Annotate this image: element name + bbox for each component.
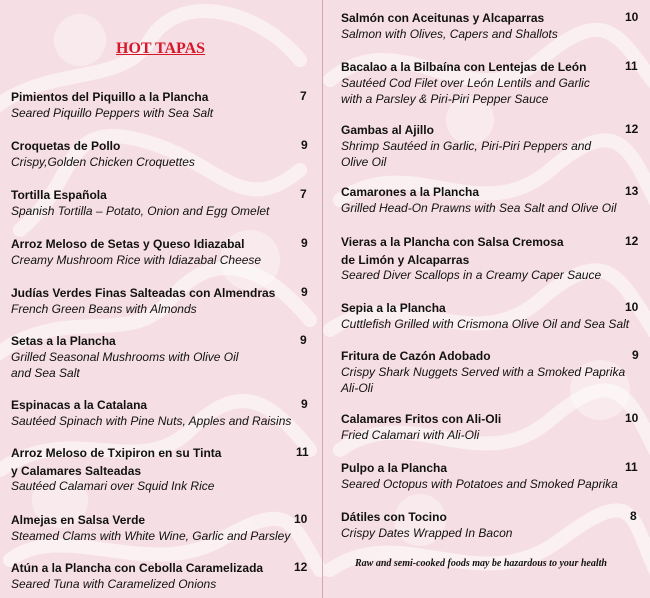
menu-item [341,459,641,492]
menu-item-price: 12 [294,560,308,574]
menu-item [11,137,311,170]
menu-item-name: Pimientos del Piquillo a la Plancha [11,90,209,104]
menu-item-name: Arroz Meloso de Setas y Queso Idiazabal [11,237,245,251]
menu-item [11,186,311,219]
menu-item-name: Salmón con Aceitunas y Alcaparras [341,11,545,25]
menu-item-name: Sepia a la Plancha [341,301,446,315]
menu-item-name: Espinacas a la Catalana [11,398,148,412]
menu-item [341,58,641,107]
menu-item-description: Salmon with Olives, Capers and Shallots [341,27,558,41]
menu-item-name: Gambas al Ajillo [341,123,434,137]
menu-item-description: Crispy Shark Nuggets Served with a Smoked Paprika Ali-Oli [341,365,626,395]
menu-item-price: 12 [625,234,639,248]
menu-item-price: 10 [625,10,639,24]
menu-item-name: Judías Verdes Finas Salteadas con Almendras [11,286,276,300]
menu-item [11,332,311,381]
menu-item [11,444,311,494]
menu-item-description: Grilled Head-On Prawns with Sea Salt and Olive Oil [341,201,617,215]
menu-item-price: 9 [301,236,308,250]
menu-item-name: Dátiles con Tocino [341,510,447,524]
menu-item-price: 11 [625,59,638,73]
menu-item-description: Seared Diver Scallops in a Creamy Caper Sauce [341,268,602,282]
menu-item-price: 8 [630,509,637,523]
menu-item-description: Sautéed Cod Filet over León Lentils and Garlic with a Parsley & Piri-Piri Pepper Sauce [341,76,590,106]
menu-item-price: 7 [300,187,307,201]
menu-item-description: Sautéed Calamari over Squid Ink Rice [11,479,215,493]
menu-item-name: Almejas en Salsa Verde [11,513,146,527]
menu-item-description: Creamy Mushroom Rice with Idiazabal Cheese [11,253,262,267]
menu-item-price: 11 [296,445,309,459]
menu-item-name: Camarones a la Plancha [341,185,480,199]
menu-item-name: Tortilla Española [11,188,107,202]
menu-item [11,235,311,268]
menu-item [341,183,641,216]
menu-item-name: Croquetas de Pollo [11,139,121,153]
menu-item-description: Cuttlefish Grilled with Crismona Olive Oil and Sea Salt [341,317,630,331]
menu-item [341,508,641,541]
menu-item-name: Arroz Meloso de Txipiron en su Tinta y Calamares Salteadas [11,446,222,478]
menu-item-price: 9 [301,285,308,299]
menu-item-price: 10 [625,411,639,425]
menu-item-description: Shrimp Sautéed in Garlic, Piri-Piri Peppers and Olive Oil [341,139,592,169]
menu-item-description: Sautéed Spinach with Pine Nuts, Apples and Raisins [11,414,292,428]
menu-item-name: Bacalao a la Bilbaína con Lentejas de León [341,60,587,74]
menu-item-name: Setas a la Plancha [11,334,116,348]
menu-item [341,347,641,396]
menu-item-price: 9 [301,397,308,411]
menu-item-description: Seared Tuna with Caramelized Onions [11,577,217,591]
menu-item-description: Crispy Dates Wrapped In Bacon [341,526,513,540]
menu-item-price: 9 [632,348,639,362]
menu-item-price: 9 [300,333,307,347]
menu-item [11,559,311,592]
menu-item-price: 10 [625,300,639,314]
menu-item [341,9,641,42]
menu-item-description: Seared Octopus with Potatoes and Smoked Paprika [341,477,618,491]
health-warning-note: Raw and semi-cooked foods may be hazardous to your health [355,558,607,569]
menu-item-name: Pulpo a la Plancha [341,461,448,475]
menu-item-description: Crispy,Golden Chicken Croquettes [11,155,195,169]
menu-item [341,233,641,283]
menu-item-name: Fritura de Cazón Adobado [341,349,491,363]
menu-item-price: 11 [625,460,638,474]
column-divider [322,0,323,598]
menu-item-name: Vieras a la Plancha con Salsa Cremosa de Limón y Alcaparras [341,235,564,267]
menu-item-description: Steamed Clams with White Wine, Garlic and Parsley [11,529,291,543]
menu-item [341,121,641,170]
menu-item-price: 12 [625,122,639,136]
menu-item [11,511,311,544]
menu-item-price: 13 [625,184,639,198]
menu-item-description: Seared Piquillo Peppers with Sea Salt [11,106,214,120]
menu-item-name: Atún a la Plancha con Cebolla Caramelizada [11,561,264,575]
menu-item-name: Calamares Fritos con Ali-Oli [341,412,502,426]
menu-item [341,410,641,443]
menu-item [11,88,311,121]
menu-item-description: Spanish Tortilla – Potato, Onion and Egg Omelet [11,204,270,218]
menu-item-price: 9 [301,138,308,152]
menu-item [341,299,641,332]
menu-item-price: 10 [294,512,308,526]
menu-item [11,396,311,429]
menu-item-price: 7 [300,89,307,103]
menu-section-title: HOT TAPAS [116,40,206,57]
menu-item-description: Fried Calamari with Ali-Oli [341,428,480,442]
menu-item-description: Grilled Seasonal Mushrooms with Olive Oil and Sea Salt [11,350,239,380]
menu-item-description: French Green Beans with Almonds [11,302,197,316]
menu-item [11,284,311,317]
